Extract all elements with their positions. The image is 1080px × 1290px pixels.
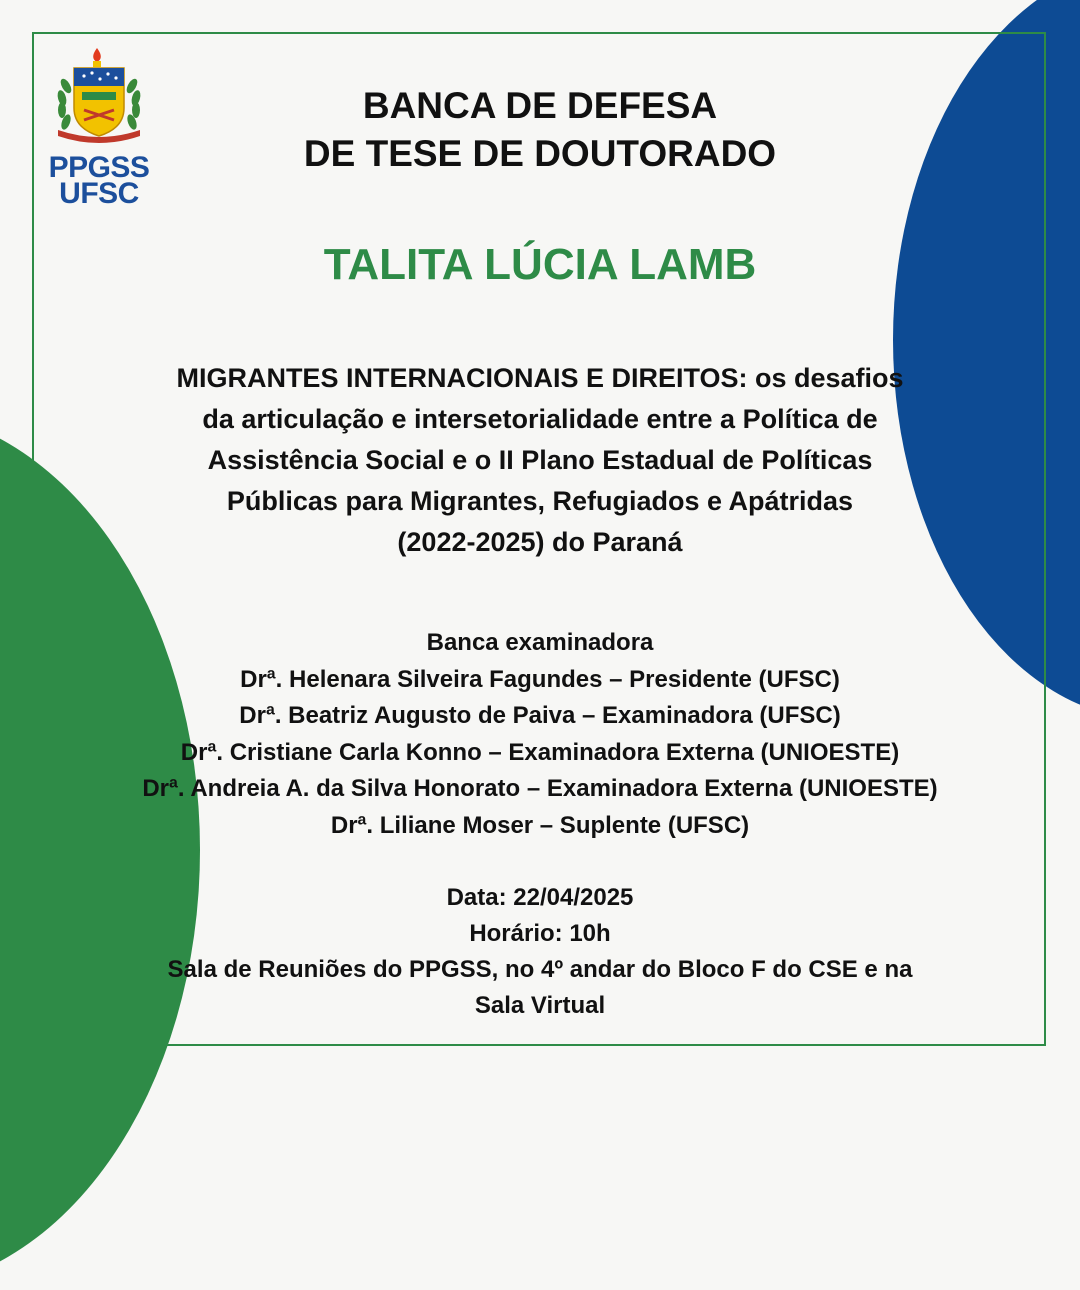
event-time: Horário: 10h [469, 920, 611, 947]
examining-board [40, 625, 1040, 844]
board-member: Drª. Andreia A. da Silva Honorato – Examinadora Externa (UNIOESTE) [142, 775, 938, 802]
ppgss-ufsc-logo [44, 46, 164, 211]
thesis-title-line: da articulação e intersetorialidade entre a Política de [202, 404, 878, 434]
candidate-name: TALITA LÚCIA LAMB [323, 240, 757, 289]
heading-line: BANCA DE DEFESA [362, 85, 718, 126]
event-info [100, 880, 980, 1024]
logo-text-ppgss: PPGSS [48, 151, 150, 184]
board-heading: Banca examinadora [426, 629, 654, 656]
thesis-title-line: MIGRANTES INTERNACIONAIS E DIREITOS: os desafios [176, 363, 904, 393]
thesis-title-line: (2022-2025) do Paraná [397, 527, 683, 557]
heading-line: DE TESE DE DOUTORADO [303, 133, 777, 174]
event-heading [240, 82, 840, 178]
board-member: Drª. Helenara Silveira Fagundes – Presidente (UFSC) [240, 665, 840, 693]
logo-text-ufsc: UFSC [59, 177, 139, 210]
board-member: Drª. Liliane Moser – Suplente (UFSC) [330, 811, 750, 839]
event-date: Data: 22/04/2025 [446, 884, 634, 911]
event-location: Sala Virtual [474, 992, 606, 1019]
board-member: Drª. Beatriz Augusto de Paiva – Examinadora (UFSC) [239, 702, 841, 729]
event-location: Sala de Reuniões do PPGSS, no 4º andar do Bloco F do CSE e na [167, 956, 913, 983]
board-member: Drª. Cristiane Carla Konno – Examinadora Externa (UNIOESTE) [180, 738, 900, 766]
thesis-title [120, 358, 960, 563]
thesis-title-line: Públicas para Migrantes, Refugiados e Apátridas [226, 486, 854, 516]
ufsc-coat-of-arms-icon [44, 46, 154, 146]
thesis-title-line: Assistência Social e o II Plano Estadual de Políticas [207, 445, 873, 475]
